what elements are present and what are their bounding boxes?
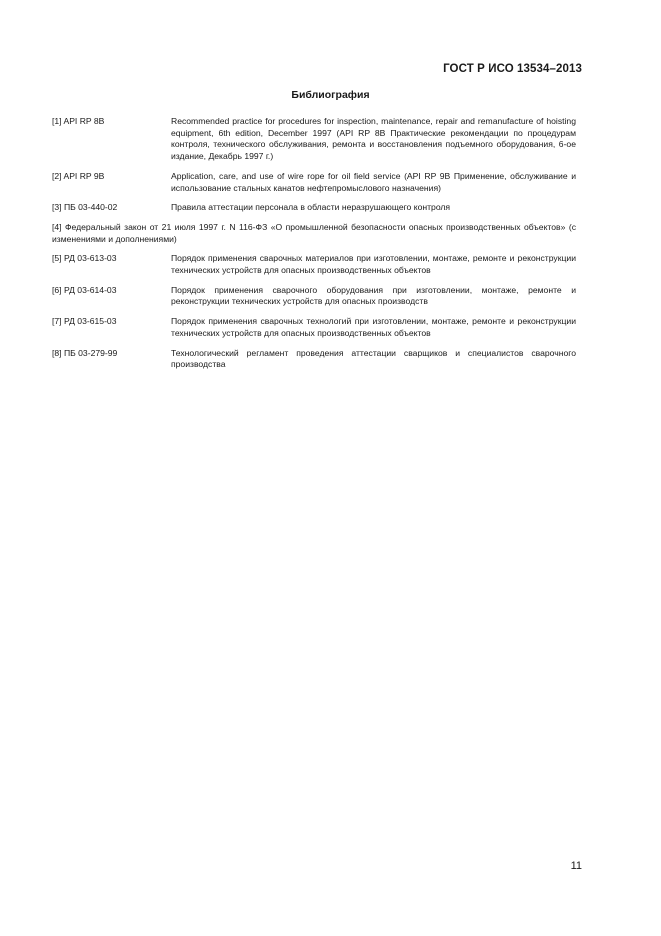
entry-description: Правила аттестации персонала в области неразрушающего контроля [171, 202, 451, 213]
bibliography-entry [52, 285, 576, 308]
bibliography-entry [52, 316, 576, 339]
page-number: 11 [570, 860, 582, 872]
bibliography-entry [52, 202, 576, 214]
bibliography-entry [52, 253, 576, 276]
entry-description: Порядок применения сварочного оборудования при изготовлении, монтаже, ремонте и реконструкции технических устройств для опасных производств [171, 284, 576, 307]
entry-reference: [3] ПБ 03-440-02 [52, 202, 118, 213]
entry-reference: [2] API RP 9B [52, 170, 105, 181]
entry-reference: [7] РД 03-615-03 [52, 316, 117, 327]
bibliography-entry [52, 116, 576, 163]
section-title: Библиография [291, 89, 370, 101]
entry-description: Порядок применения сварочных материалов при изготовлении, монтаже, ремонте и реконструкции технических устройств для опасных производственных объектов [171, 253, 576, 276]
entry-reference: [1] API RP 8B [52, 116, 105, 126]
entry-reference: [6] РД 03-614-03 [52, 284, 117, 295]
entry-description: Recommended practice for procedures for inspection, maintenance, repair and remanufacture of hoisting equipment, 6th edition, December 1997 (API RP 8B Практические рекомендации по процедурам контроля, технического обслуживания, ремонта и восстановления подъемного оборудования, 6-ое издание, Декабрь 1997 г.) [171, 116, 576, 162]
bibliography-entry [52, 348, 576, 371]
bibliography-list [52, 116, 576, 379]
bibliography-entry [52, 171, 576, 194]
entry-description: Порядок применения сварочных технологий при изготовлении, монтаже, ремонте и реконструкции технических устройств для опасных производственных объектов [171, 316, 576, 338]
document-code: ГОСТ Р ИСО 13534–2013 [443, 63, 582, 75]
entry-description: Application, care, and use of wire rope for oil field service (API RP 9B Применение, обслуживание и использование стальных канатов нефтепромыслового назначения) [171, 170, 576, 193]
entry-reference: [5] РД 03-613-03 [52, 253, 117, 264]
entry-reference: [8] ПБ 03-279-99 [52, 347, 118, 358]
bibliography-entry-full-width: [4] Федеральный закон от 21 июля 1997 г. N 116-ФЗ «О промышленной безопасности опасных производственных объектов» (с изменениями и дополнениями) [52, 221, 576, 244]
entry-description: Технологический регламент проведения аттестации сварщиков и специалистов сварочного производства [171, 347, 576, 370]
